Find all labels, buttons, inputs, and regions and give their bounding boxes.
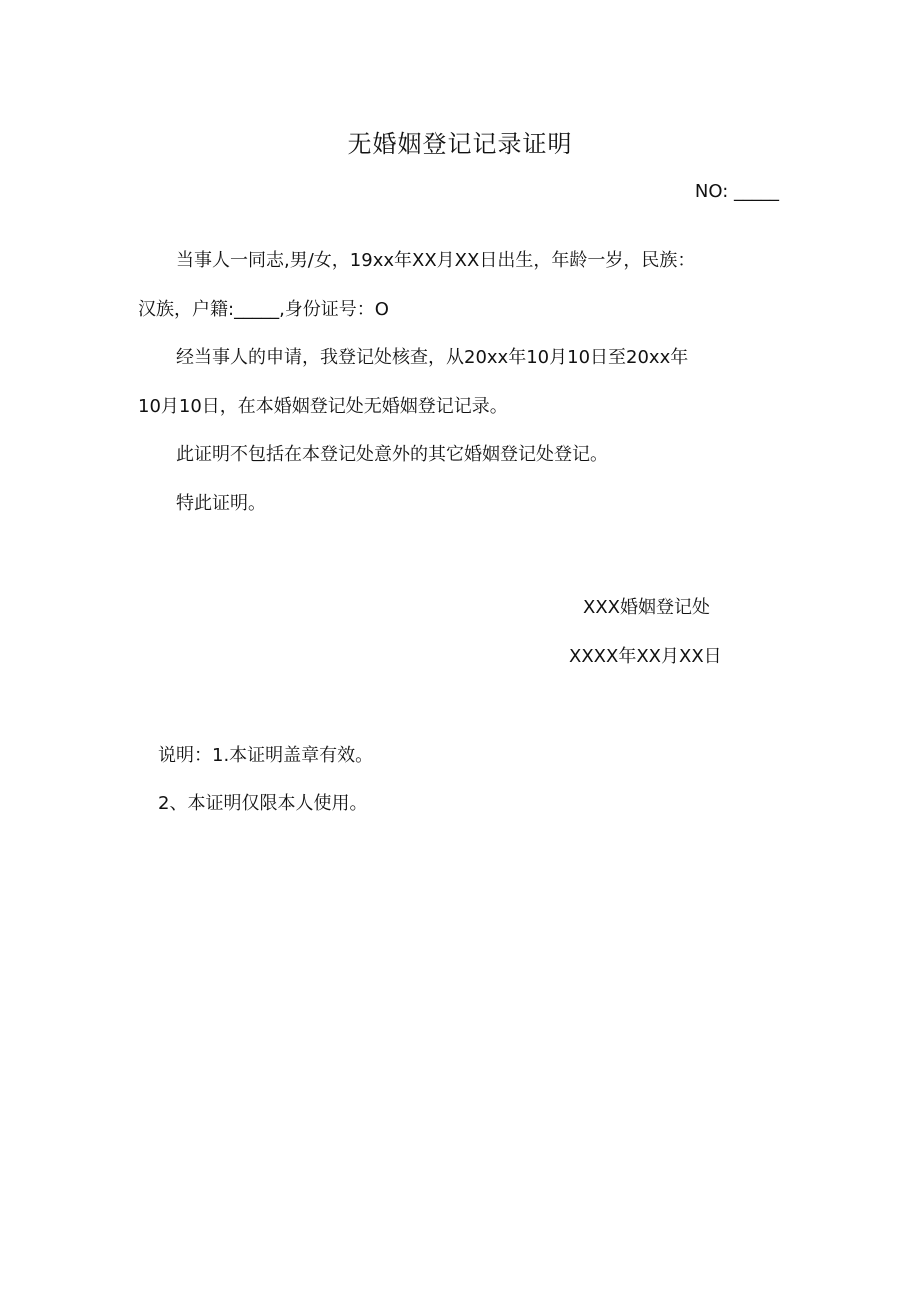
paragraph-line: 汉族，户籍:_____,身份证号：O <box>138 299 389 320</box>
paragraph-line: 此证明不包括在本登记处意外的其它婚姻登记处登记。 <box>176 444 608 465</box>
document-title: 无婚姻登记记录证明 <box>347 130 573 158</box>
signature-date: XXXX年XX月XX日 <box>569 646 722 667</box>
paragraph-line: 特此证明。 <box>176 493 266 514</box>
paragraph-line: 当事人一同志,男/女，19xx年XX月XX日出生，年龄一岁，民族： <box>176 250 696 271</box>
note-item: 说明：1.本证明盖章有效。 <box>158 745 374 766</box>
paragraph-line: 10月10日，在本婚姻登记处无婚姻登记记录。 <box>138 396 508 417</box>
certificate-number: NO: _____ <box>694 181 779 202</box>
note-item: 2、本证明仅限本人使用。 <box>158 793 368 814</box>
signature-office: XXX婚姻登记处 <box>583 597 710 618</box>
paragraph-line: 经当事人的申请，我登记处核查，从20xx年10月10日至20xx年 <box>176 347 689 368</box>
